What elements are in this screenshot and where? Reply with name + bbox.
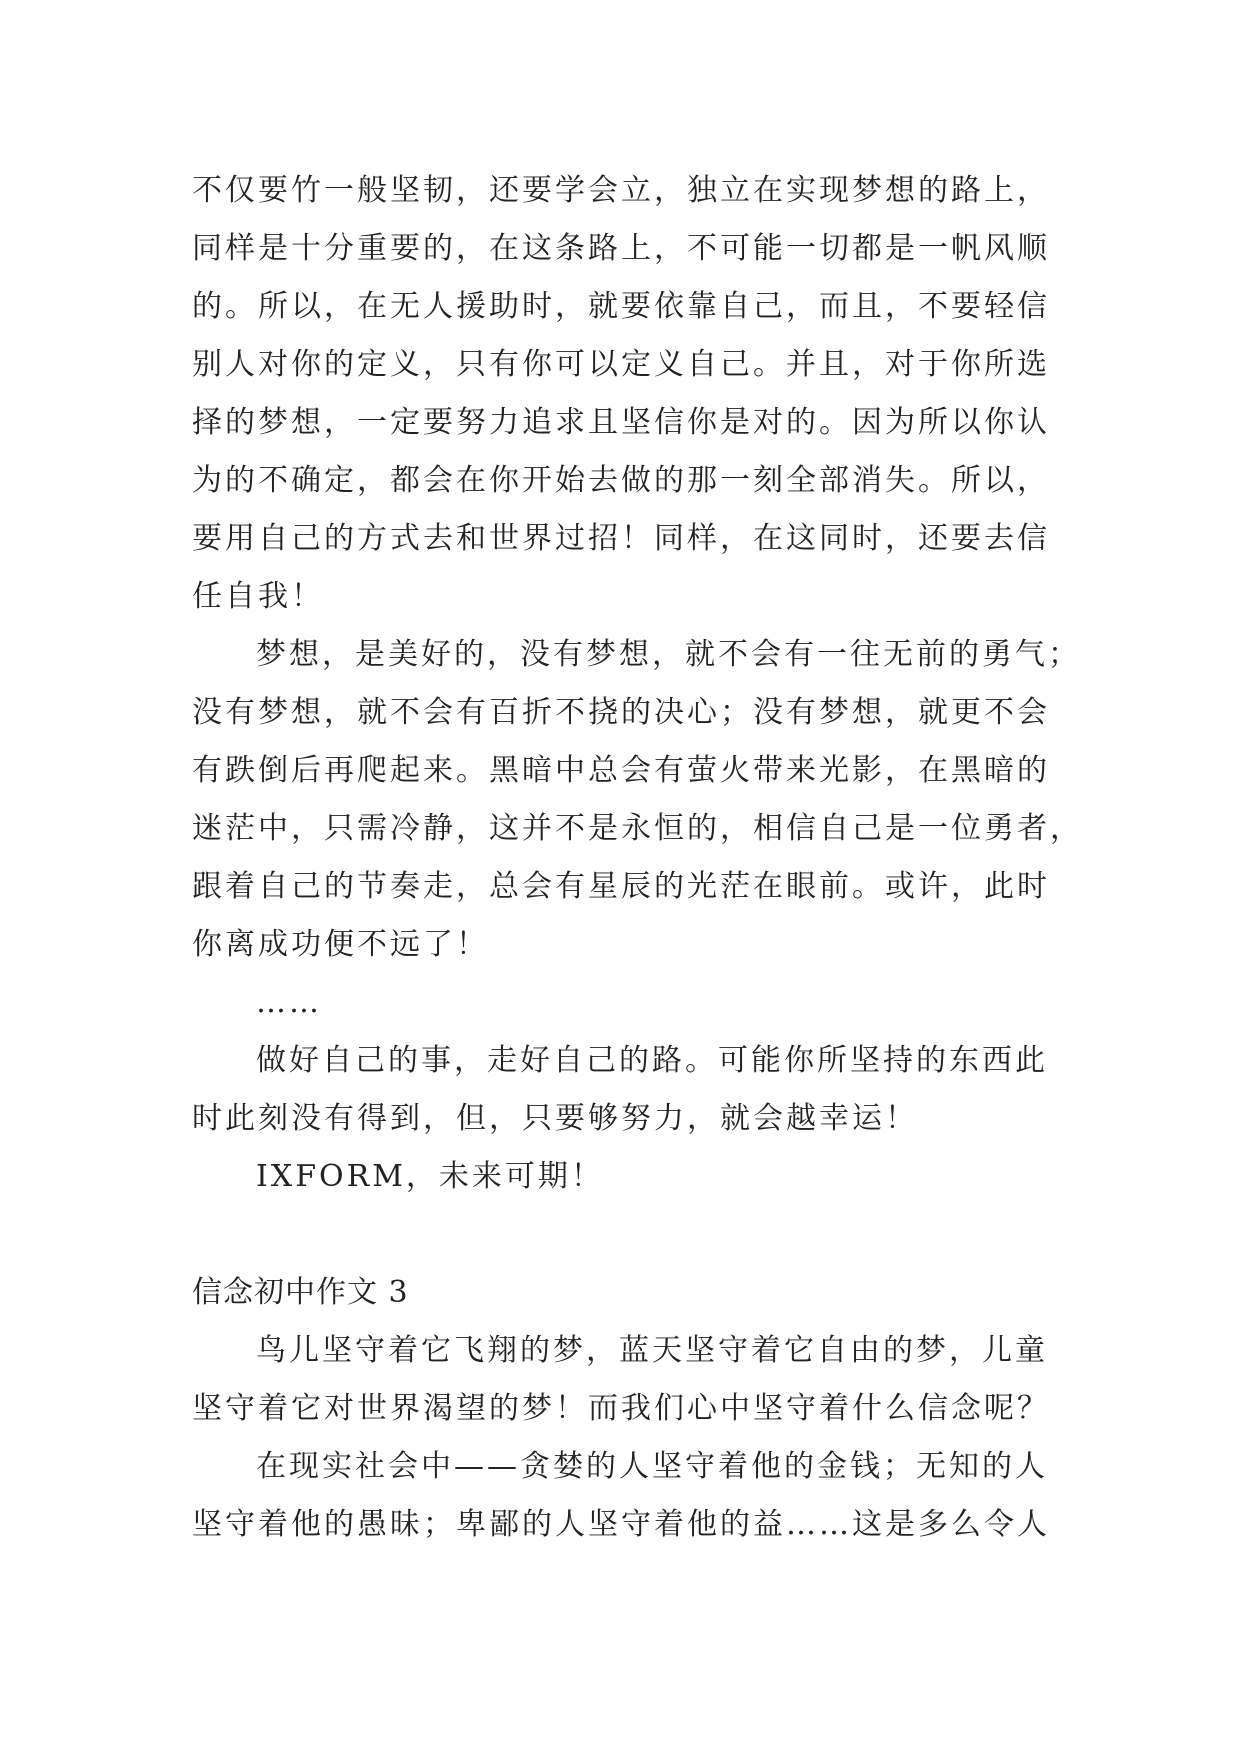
paragraph-start-line: 做好自己的事，走好自己的路。可能你所坚持的东西此: [256, 1043, 1048, 1078]
paragraph-start-line: 梦想，是美好的，没有梦想，就不会有一往无前的勇气；: [256, 637, 1081, 672]
text-line: 迷茫中，只需冷静，这并不是永恒的，相信自己是一位勇者，: [192, 811, 1083, 846]
text-line: 跟着自己的节奏走，总会有星辰的光茫在眼前。或许，此时: [192, 869, 1050, 904]
paragraph-start-line: 鸟儿坚守着它飞翔的梦，蓝天坚守着它自由的梦，儿童: [256, 1333, 1048, 1368]
text-line: 要用自己的方式去和世界过招！同样，在这同时，还要去信: [192, 521, 1050, 556]
ellipsis-line: ……: [256, 985, 322, 1020]
text-line: 同样是十分重要的，在这条路上，不可能一切都是一帆风顺: [192, 231, 1050, 266]
document-body: [192, 162, 1083, 1554]
text-line: 为的不确定，都会在你开始去做的那一刻全部消失。所以，: [192, 463, 1050, 498]
text-line: 你离成功便不远了！: [192, 927, 489, 962]
text-line: 不仅要竹一般坚韧，还要学会立，独立在实现梦想的路上，: [192, 173, 1050, 208]
text-line: 任自我！: [192, 579, 324, 614]
text-line: 没有梦想，就不会有百折不挠的决心；没有梦想，就更不会: [192, 695, 1050, 730]
text-line: 坚守着他的愚昧；卑鄙的人坚守着他的益……这是多么令人: [192, 1507, 1050, 1542]
text-line: 择的梦想，一定要努力追求且坚信你是对的。因为所以你认: [192, 405, 1050, 440]
paragraph-start-line: 在现实社会中——贪婪的人坚守着他的金钱；无知的人: [256, 1449, 1048, 1484]
closing-line: IXFORM，未来可期！: [256, 1159, 604, 1194]
text-line: 有跌倒后再爬起来。黑暗中总会有萤火带来光影，在黑暗的: [192, 753, 1050, 788]
text-line: 时此刻没有得到，但，只要够努力，就会越幸运！: [192, 1101, 918, 1136]
text-line: 别人对你的定义，只有你可以定义自己。并且，对于你所选: [192, 347, 1050, 382]
text-line: 的。所以，在无人援助时，就要依靠自己，而且，不要轻信: [192, 289, 1050, 324]
text-line: 坚守着它对世界渴望的梦！而我们心中坚守着什么信念呢？: [192, 1391, 1050, 1426]
section-heading: 信念初中作文 3: [192, 1275, 409, 1310]
